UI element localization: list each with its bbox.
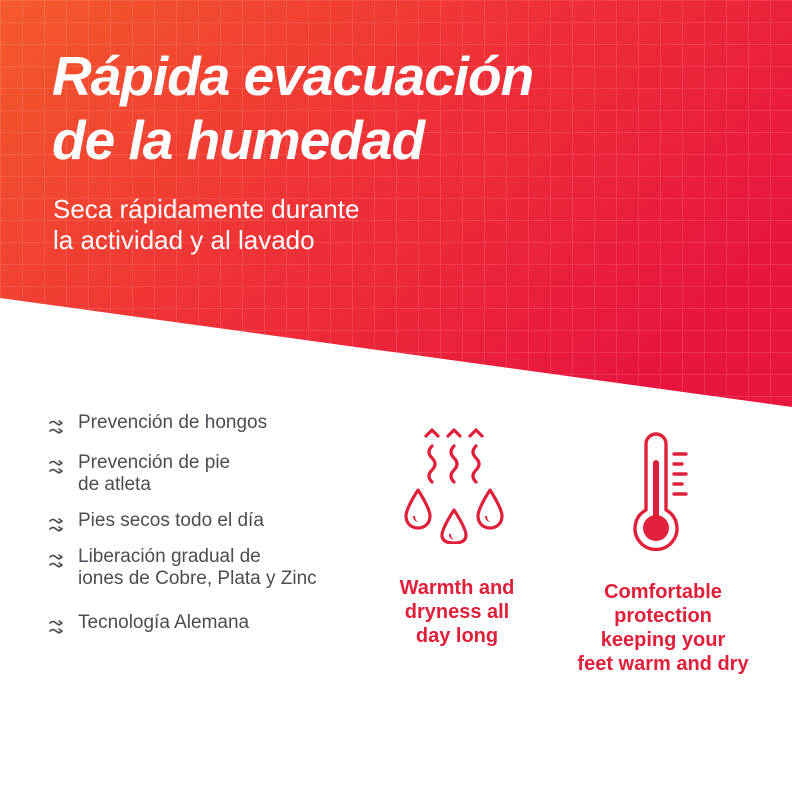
wave-arrow-icon: [48, 419, 64, 435]
subtitle-line: Seca rápidamente durante: [53, 194, 360, 224]
benefit-text: Tecnología Alemana: [78, 612, 250, 633]
vapor-droplets-icon: [398, 424, 508, 544]
benefit-text: Pies secos todo el día: [78, 510, 264, 531]
list-item: [48, 510, 378, 533]
list-item: [48, 546, 378, 590]
feature-caption: [555, 580, 771, 676]
benefit-text: de atleta: [78, 474, 151, 495]
title-line: de la humedad: [52, 109, 425, 171]
benefit-text: Prevención de pie: [78, 452, 231, 473]
wave-arrow-icon: [48, 459, 64, 475]
feature-caption-line: dryness all: [404, 601, 510, 623]
page-title: [52, 44, 533, 172]
title-line: Rápida evacuación: [52, 45, 534, 107]
benefit-text: iones de Cobre, Plata y Zinc: [78, 568, 317, 589]
feature-caption-line: day long: [415, 625, 499, 647]
feature-caption-line: feet warm and dry: [577, 653, 749, 675]
subtitle-line: la actividad y al lavado: [53, 225, 315, 255]
benefit-text: Liberación gradual de: [78, 546, 261, 567]
benefit-text: Prevención de hongos: [78, 412, 268, 433]
feature-caption: [372, 576, 542, 648]
feature-caption-line: Warmth and: [399, 577, 515, 599]
feature-caption-line: Comfortable: [604, 581, 722, 603]
subtitle: [53, 194, 359, 256]
feature-caption-line: protection: [614, 605, 712, 627]
list-item: [48, 612, 378, 635]
list-item: [48, 452, 378, 496]
list-item: [48, 412, 378, 435]
wave-arrow-icon: [48, 517, 64, 533]
wave-arrow-icon: [48, 619, 64, 635]
wave-arrow-icon: [48, 553, 64, 569]
thermometer-icon: [626, 432, 696, 556]
feature-caption-line: keeping your: [600, 629, 726, 651]
